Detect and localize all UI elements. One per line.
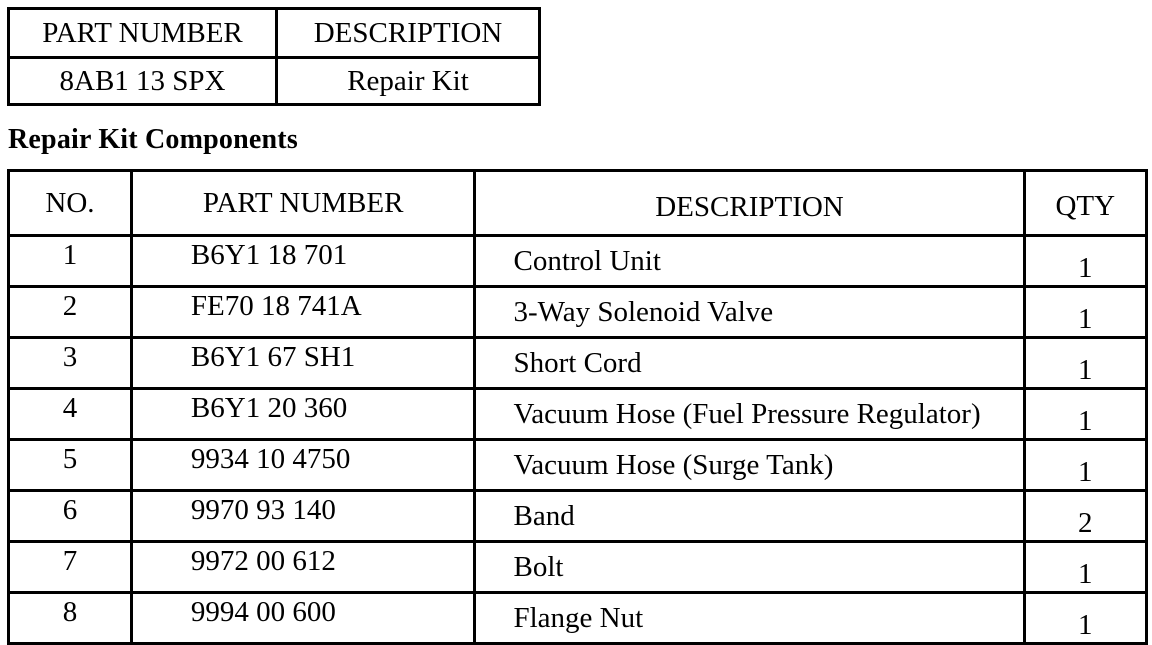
summary-header-row (9, 9, 540, 58)
components-header-row (9, 171, 1147, 236)
row-no: 7 (9, 542, 132, 593)
table-row (9, 389, 1147, 440)
row-description: Vacuum Hose (Fuel Pressure Regulator) (475, 389, 1024, 440)
summary-header-description: DESCRIPTION (277, 9, 540, 58)
table-row (9, 287, 1147, 338)
header-qty: QTY (1024, 171, 1147, 236)
row-part-number: FE70 18 741A (131, 287, 475, 338)
components-table (7, 169, 1148, 645)
header-description: DESCRIPTION (475, 171, 1024, 236)
table-row (9, 542, 1147, 593)
row-part-number: B6Y1 67 SH1 (131, 338, 475, 389)
row-no: 2 (9, 287, 132, 338)
row-description: Control Unit (475, 236, 1024, 287)
row-part-number: 9972 00 612 (131, 542, 475, 593)
row-description: Vacuum Hose (Surge Tank) (475, 440, 1024, 491)
row-description: 3-Way Solenoid Valve (475, 287, 1024, 338)
row-qty: 2 (1024, 491, 1147, 542)
summary-header-part-number: PART NUMBER (9, 9, 277, 58)
header-part-number: PART NUMBER (131, 171, 475, 236)
kit-summary-table (7, 7, 541, 106)
table-row (9, 338, 1147, 389)
row-qty: 1 (1024, 542, 1147, 593)
row-qty: 1 (1024, 389, 1147, 440)
section-title: Repair Kit Components (8, 124, 298, 155)
row-description: Short Cord (475, 338, 1024, 389)
row-qty: 1 (1024, 593, 1147, 644)
row-part-number: 9934 10 4750 (131, 440, 475, 491)
row-qty: 1 (1024, 236, 1147, 287)
row-no: 6 (9, 491, 132, 542)
row-no: 3 (9, 338, 132, 389)
row-no: 4 (9, 389, 132, 440)
row-qty: 1 (1024, 338, 1147, 389)
summary-row (9, 58, 540, 105)
header-no: NO. (9, 171, 132, 236)
table-row (9, 491, 1147, 542)
row-qty: 1 (1024, 287, 1147, 338)
table-row (9, 440, 1147, 491)
row-description: Flange Nut (475, 593, 1024, 644)
row-part-number: B6Y1 20 360 (131, 389, 475, 440)
row-description: Band (475, 491, 1024, 542)
row-no: 5 (9, 440, 132, 491)
row-no: 8 (9, 593, 132, 644)
summary-part-number: 8AB1 13 SPX (9, 58, 277, 105)
table-row (9, 593, 1147, 644)
row-part-number: 9994 00 600 (131, 593, 475, 644)
row-part-number: B6Y1 18 701 (131, 236, 475, 287)
row-qty: 1 (1024, 440, 1147, 491)
row-description: Bolt (475, 542, 1024, 593)
row-part-number: 9970 93 140 (131, 491, 475, 542)
row-no: 1 (9, 236, 132, 287)
components-body (9, 236, 1147, 644)
summary-description: Repair Kit (277, 58, 540, 105)
table-row (9, 236, 1147, 287)
